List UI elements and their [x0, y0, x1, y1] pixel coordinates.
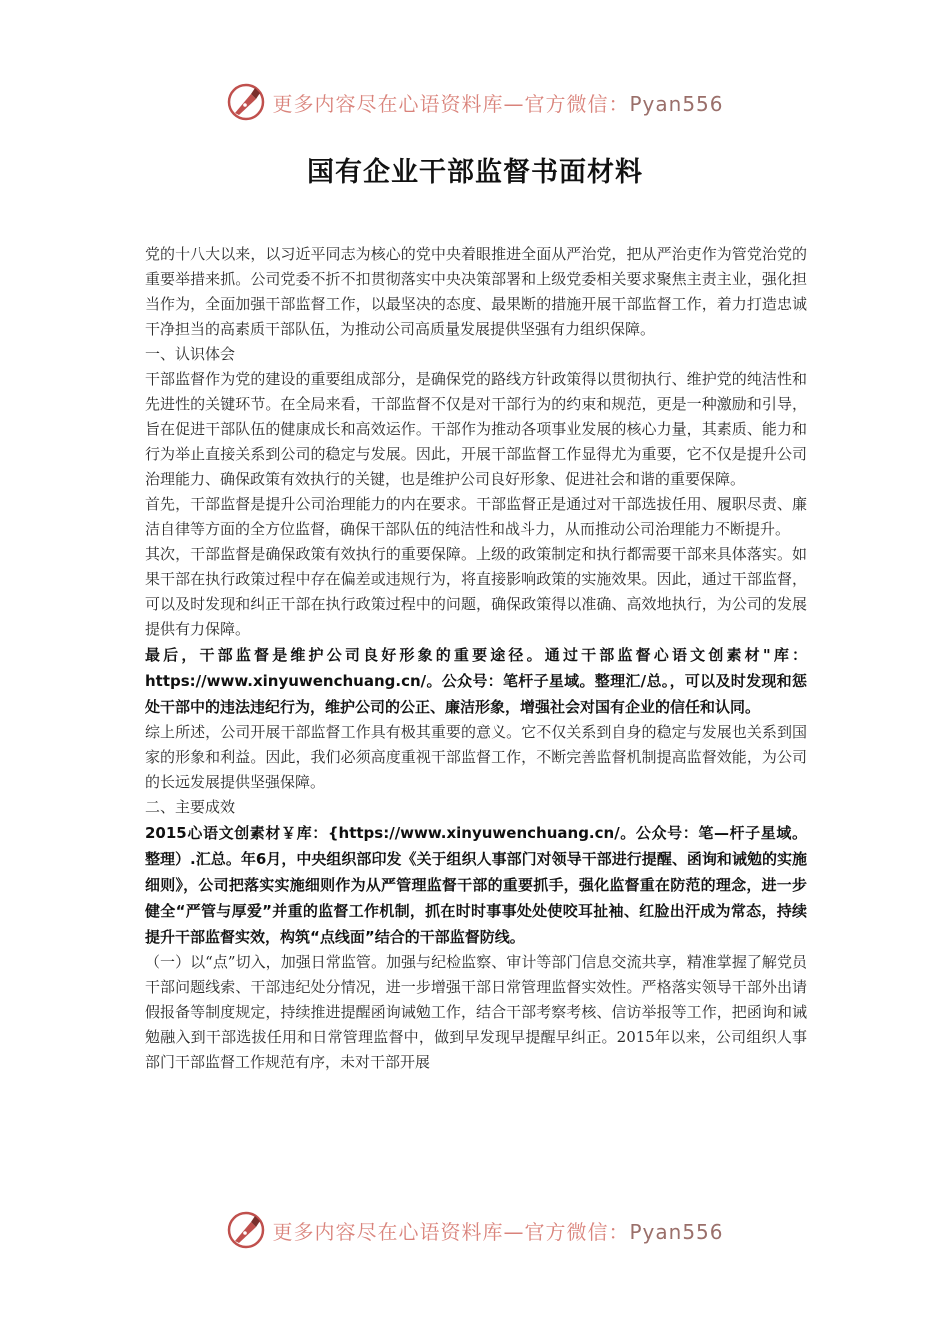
banner-text: 更多内容尽在心语资料库—官方微信：Pyan556	[272, 91, 724, 116]
paragraph: 综上所述，公司开展干部监督工作具有极其重要的意义。它不仅关系到自身的稳定与发展也关系到国家的形象和利益。因此，我们必须高度重视干部监督工作，不断完善监督机制提高监督效能，为公司的长远发展提供坚强保障。	[145, 723, 807, 791]
banner-text: 更多内容尽在心语资料库—官方微信：Pyan556	[272, 1219, 724, 1244]
section-heading-1: 一、认识体会	[145, 345, 236, 363]
pen-nib-circle-icon	[226, 82, 266, 122]
paragraph-bold: 最后，干部监督是维护公司良好形象的重要途径。通过干部监督心语文创素材"库：https://www.xinyuwenchuang.cn/。公众号：笔杆子星域。整理汇/总。，可以及时发现和惩处干部中的违法违纪行为，维护公司的公正、廉洁形象，增强社会对国有企业的信任和认同。	[145, 646, 807, 716]
paragraph: 首先，干部监督是提升公司治理能力的内在要求。干部监督正是通过对干部选拔任用、履职尽责、廉洁自律等方面的全方位监督，确保干部队伍的纯洁性和战斗力，从而推动公司治理能力不断提升。	[145, 495, 807, 538]
wechat-id: Pyan556	[629, 1219, 724, 1244]
paragraph-intro: 党的十八大以来，以习近平同志为核心的党中央着眼推进全面从严治党，把从严治吏作为管党治党的重要举措来抓。公司党委不折不扣贯彻落实中央决策部署和上级党委相关要求聚焦主责主业，强化担当作为，全面加强干部监督工作，以最坚决的态度、最果断的措施开展干部监督工作，着力打造忠诚干净担当的高素质干部队伍，为推动公司高质量发展提供坚强有力组织保障。	[145, 245, 807, 338]
document-body	[145, 242, 807, 1075]
footer-banner	[0, 1208, 950, 1252]
document-title: 国有企业干部监督书面材料	[307, 157, 643, 188]
paragraph: （一）以“点”切入，加强日常监管。加强与纪检监察、审计等部门信息交流共享，精准掌握了解党员干部问题线索、干部违纪处分情况，进一步增强干部日常管理监督实效性。严格落实领导干部外出请假报备等制度规定，持续推进提醒函询诫勉工作，结合干部考察考核、信访举报等工作，把函询和诫勉融入到干部选拔任用和日常管理监督中，做到早发现早提醒早纠正。2015年以来，公司组织人事部门干部监督工作规范有序，未对干部开展	[145, 953, 807, 1071]
header-banner	[0, 80, 950, 124]
paragraph: 干部监督作为党的建设的重要组成部分，是确保党的路线方针政策得以贯彻执行、维护党的纯洁性和先进性的关键环节。在全局来看，干部监督不仅是对干部行为的约束和规范，更是一种激励和引导，旨在促进干部队伍的健康成长和高效运作。干部作为推动各项事业发展的核心力量，其素质、能力和行为举止直接关系到公司的稳定与发展。因此，开展干部监督工作显得尤为重要，它不仅是提升公司治理能力、确保政策有效执行的关键，也是维护公司良好形象、促进社会和谐的重要保障。	[145, 370, 807, 488]
section-heading-2: 二、主要成效	[145, 798, 236, 816]
paragraph-bold: 2015心语文创素材￥库：{https://www.xinyuwenchuang.cn/。公众号：笔—杆子星域。整理）.汇总。年6月，中央组织部印发《关于组织人事部门对领导干部进行提醒、函询和诫勉的实施细则》，公司把落实实施细则作为从严管理监督干部的重要抓手，强化监督重在防范的理念，进一步健全“严管与厚爱”并重的监督工作机制，抓在时时事事处处使咬耳扯袖、红脸出汗成为常态，持续提升干部监督实效，构筑“点线面”结合的干部监督防线。	[145, 824, 807, 946]
wechat-id: Pyan556	[629, 91, 724, 116]
paragraph: 其次，干部监督是确保政策有效执行的重要保障。上级的政策制定和执行都需要干部来具体落实。如果干部在执行政策过程中存在偏差或违规行为，将直接影响政策的实施效果。因此，通过干部监督，可以及时发现和纠正干部在执行政策过程中的问题，确保政策得以准确、高效地执行，为公司的发展提供有力保障。	[145, 545, 807, 638]
pen-nib-circle-icon	[226, 1210, 266, 1250]
